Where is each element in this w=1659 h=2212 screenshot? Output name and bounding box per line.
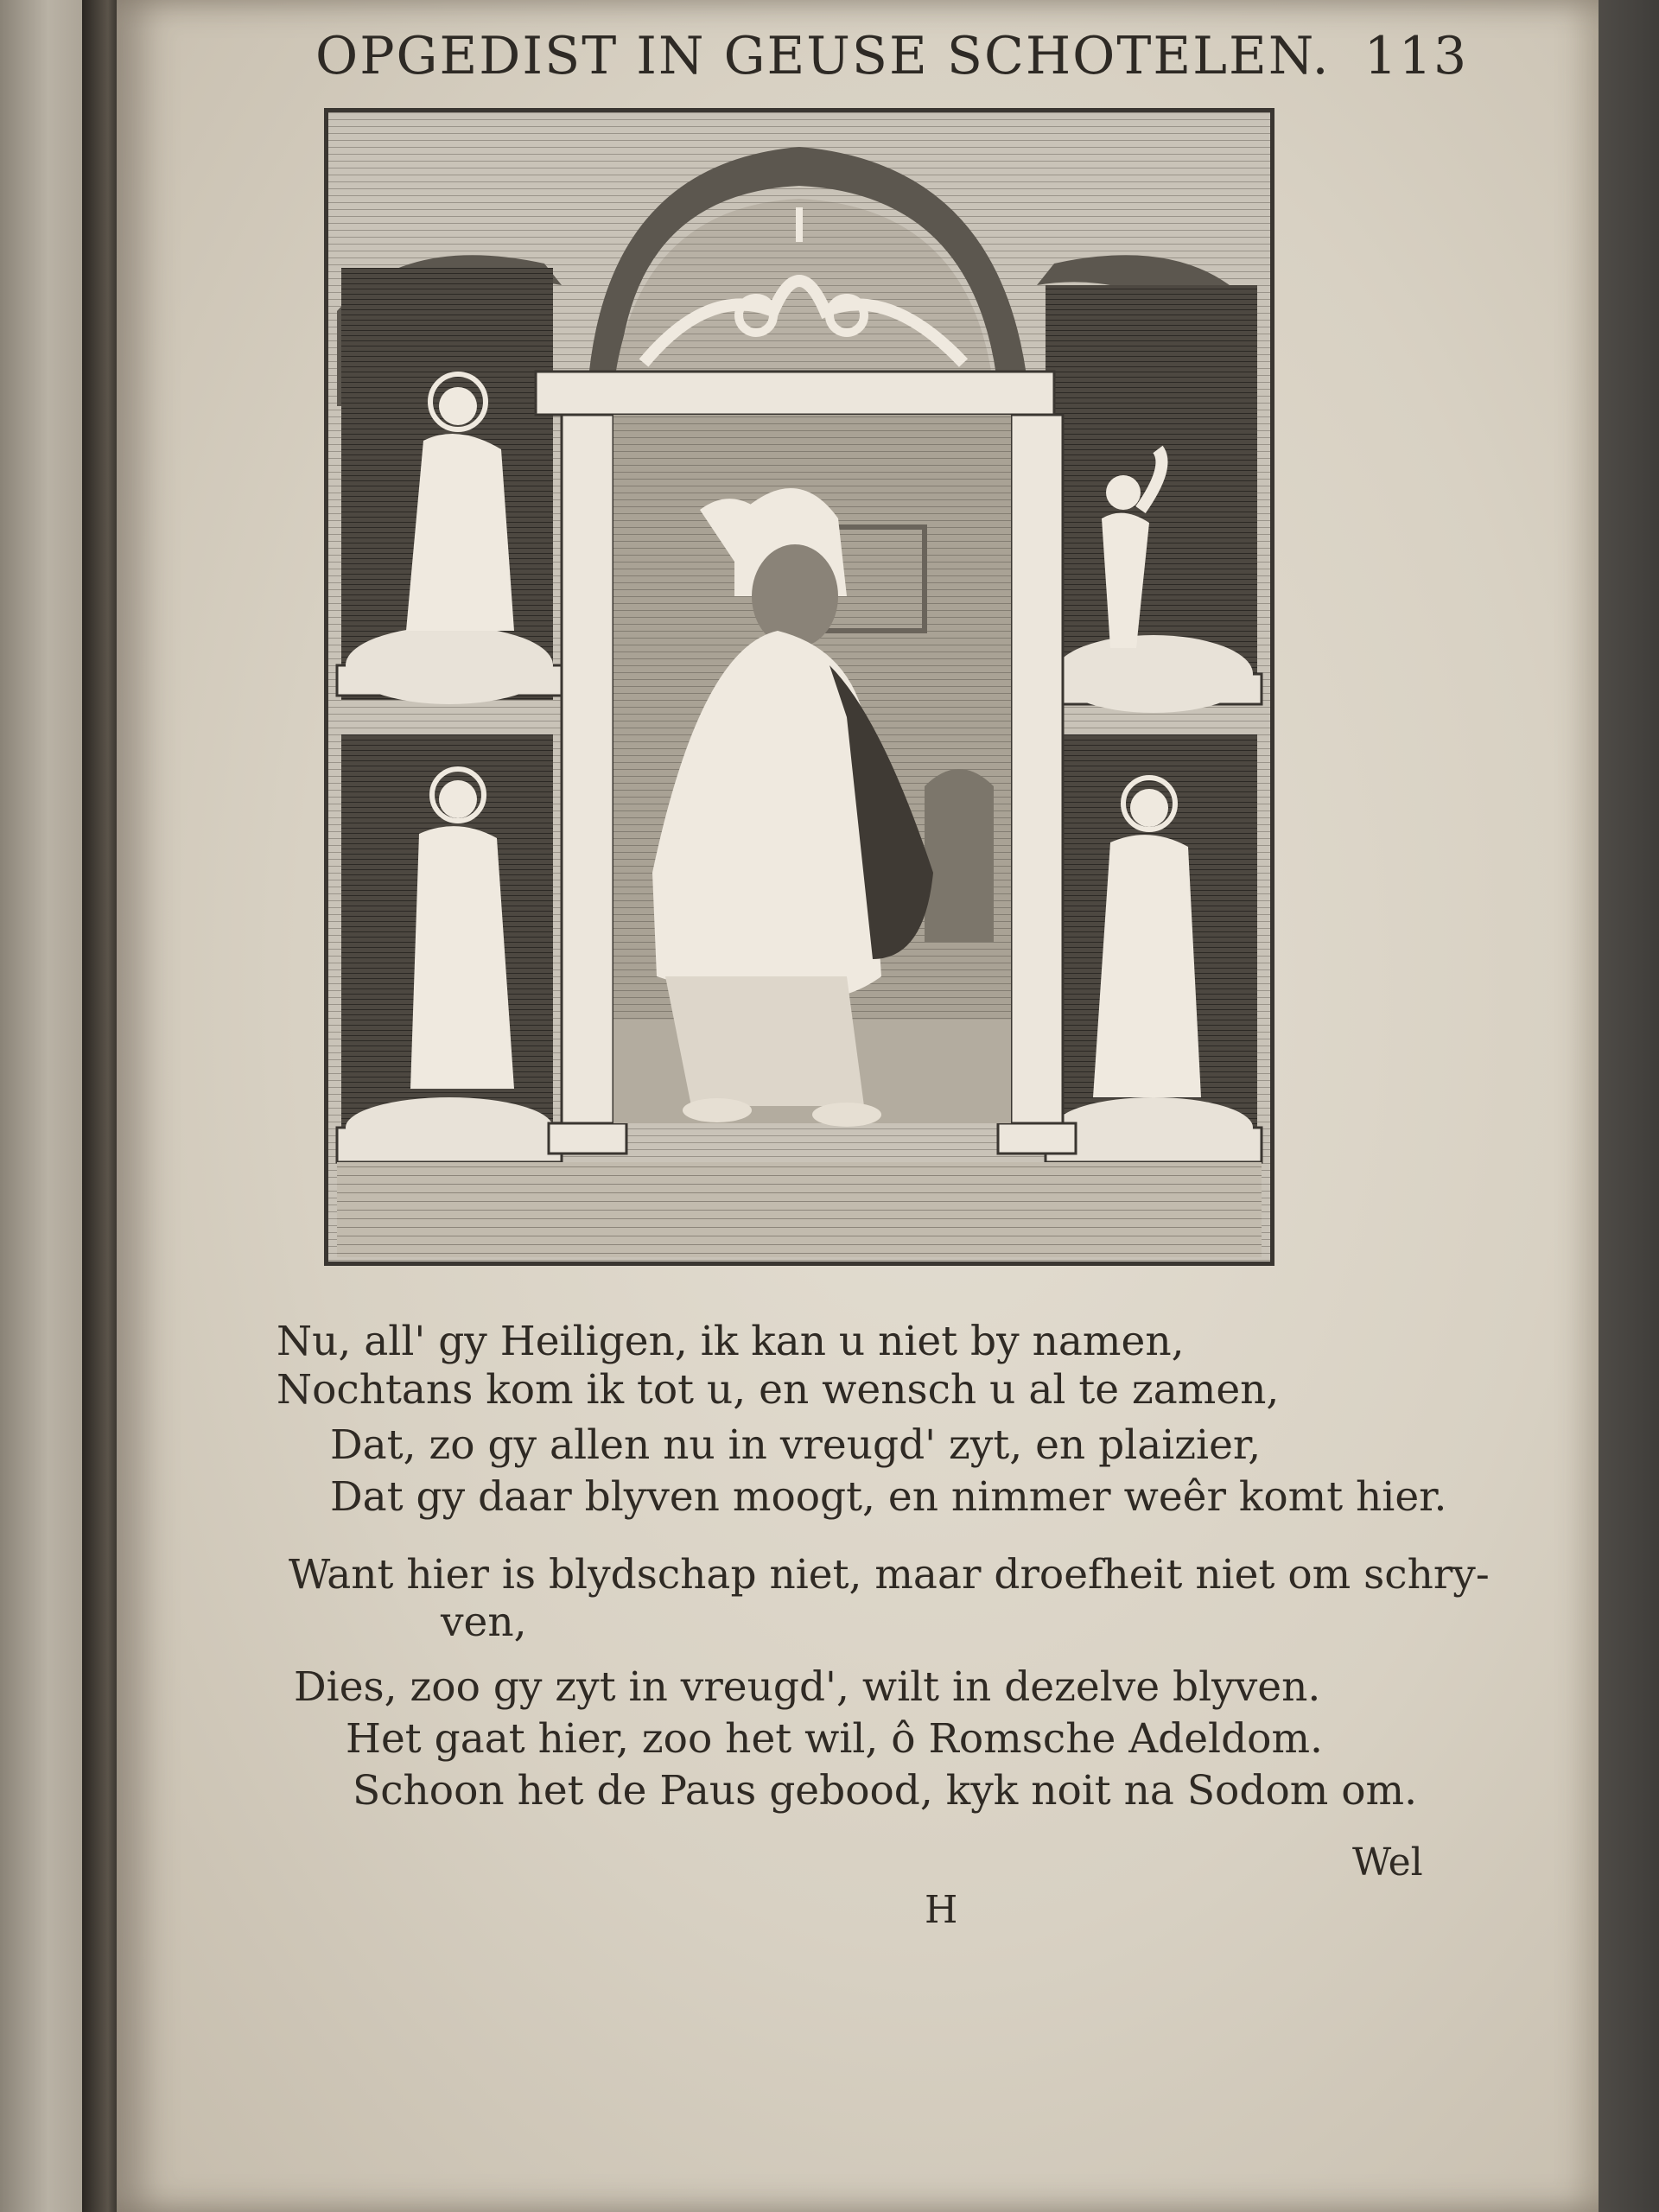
poem-line: Schoon het de Paus gebood, kyk noit na Sodom om.: [353, 1767, 1418, 1815]
poem-line: Dat, zo gy allen nu in vreugd' zyt, en plaizier,: [330, 1421, 1262, 1469]
poem-line: Want hier is blydschap niet, maar droefheit niet om schry-: [289, 1551, 1490, 1599]
page-number: 113: [1363, 26, 1469, 86]
poem-line: Nu, all' gy Heiligen, ik kan u niet by namen,: [276, 1318, 1185, 1365]
poem-line: Het gaat hier, zoo het wil, ô Romsche Adeldom.: [346, 1715, 1323, 1763]
catchword: Wel: [1352, 1840, 1423, 1885]
running-header: [315, 26, 1468, 86]
engraving-plate: [324, 108, 1274, 1266]
poem-line: Dies, zoo gy zyt in vreugd', wilt in dezelve blyven.: [294, 1663, 1321, 1711]
poem-line: Dat gy daar blyven moogt, en nimmer weêr komt hier.: [330, 1473, 1447, 1521]
poem-line: Nochtans kom ik tot u, en wensch u al te zamen,: [276, 1366, 1280, 1414]
running-title: OPGEDIST IN GEUSE SCHOTELEN.: [315, 26, 1331, 86]
engraving-illustration: [328, 112, 1270, 1262]
poem-line: ven,: [441, 1599, 527, 1646]
signature-mark: H: [925, 1888, 958, 1932]
